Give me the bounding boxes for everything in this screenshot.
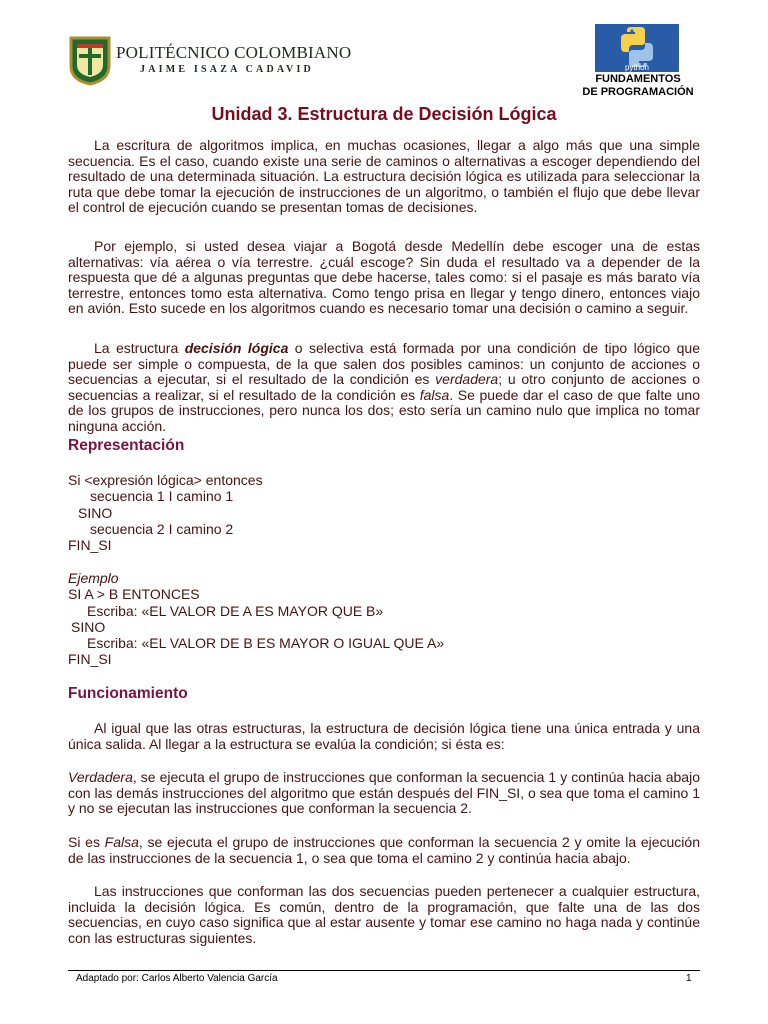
code-line: secuencia 1 I camino 1 xyxy=(90,488,234,505)
footer-author: Adaptado por: Carlos Alberto Valencia García xyxy=(76,973,278,984)
code-line: Escriba: «EL VALOR DE B ES MAYOR O IGUAL QUE A» xyxy=(87,635,445,652)
operation-paragraph-1: Al igual que las otras estructuras, la estructura de decisión lógica tiene una única entrada y una única salida. Al llegar a la estructura se evalúa la condición; si ésta es: xyxy=(68,720,700,752)
example-label: Ejemplo xyxy=(68,570,119,586)
intro-paragraph-1: La escritura de algoritmos implica, en muchas ocasiones, llegar a algo más que una simple secuencia. Es el caso, cuando existe una serie de caminos o alternativas a escoger dependiendo del resultado de una determinada situación. La estructura decisión lógica es utilizada para seleccionar la ruta que debe tomar la ejecución de instrucciones de un algoritmo, o también el flujo que debe llevar el control de ejecución cuando se presentan tomas de decisiones. xyxy=(68,137,700,215)
code-line: SINO xyxy=(71,618,106,635)
operation-paragraph-2 xyxy=(68,770,700,817)
p3-part-c: ; u otro conjunto de acciones o secuencias a realizar, si el resultado de la condición es xyxy=(68,371,701,403)
footer-divider xyxy=(68,970,700,971)
p3-part-b: o selectiva está formada por una condición de tipo lógico que puede ser simple o compuesta, de la que salen dos posibles caminos: un conjunto de acciones o secuencias a ejecutar, si el resultado de la condición es xyxy=(68,340,701,387)
institution-shield-icon xyxy=(69,36,111,86)
true-term: Verdadera xyxy=(68,769,133,785)
operation-paragraph-3 xyxy=(68,835,700,866)
representation-heading: Representación xyxy=(68,437,185,454)
p2-rest: , se ejecuta el grupo de instrucciones que conforman la secuencia 1 y continúa hacia abajo con las demás instrucciones del algoritmo que están después del FIN_SI, o sea que toma el camino 1 y no se ejecutan las instrucciones que conforman la secuencia 2. xyxy=(68,769,700,816)
institution-name: POLITÉCNICO COLOMBIANO xyxy=(116,43,352,62)
representation-block xyxy=(68,472,668,553)
code-line: FIN_SI xyxy=(68,651,112,668)
page-title: Unidad 3. Estructura de Decisión Lógica xyxy=(211,104,557,124)
p3-rest: , se ejecuta el grupo de instrucciones que conforman la secuencia 2 y omite la ejecución de las instrucciones de la secuencia 1, o sea que toma el camino 2 y continúa hacia abajo. xyxy=(68,834,700,866)
code-line: Escriba: «EL VALOR DE A ES MAYOR QUE B» xyxy=(87,602,384,619)
code-line: Si <expresión lógica> entonces xyxy=(68,472,263,488)
false-term: Falsa xyxy=(104,834,139,850)
course-name xyxy=(582,73,694,99)
decision-term: decisión lógica xyxy=(184,340,289,356)
true-term: verdadera xyxy=(435,371,499,387)
operation-heading: Funcionamiento xyxy=(68,685,188,702)
intro-paragraph-3 xyxy=(68,341,700,434)
python-logo-icon xyxy=(595,24,679,72)
course-line-2: DE PROGRAMACIÓN xyxy=(582,86,694,98)
p3-lead: Si es xyxy=(68,834,105,850)
operation-paragraph-4: Las instrucciones que conforman las dos secuencias pueden pertenecer a cualquier estructura, incluida la decisión lógica. Es común, dentro de la programación, que falte una de las dos secuencias, en cuyo caso significa que al estar ausente y tomar ese camino no haga nada y continúe con las estructuras siguientes. xyxy=(68,883,700,946)
example-block xyxy=(68,570,668,668)
code-line: SINO xyxy=(78,504,113,521)
institution-subtitle: JAIME ISAZA CADAVID xyxy=(140,64,314,75)
code-line: secuencia 2 I camino 2 xyxy=(90,520,234,537)
python-logo-text: python xyxy=(624,63,650,72)
page-header xyxy=(0,0,768,105)
code-line: SI A > B ENTONCES xyxy=(68,586,200,603)
p3-part-d: . Se puede dar el caso de que falte uno de los grupos de instrucciones, pero nunca los dos; esto sería un camino nulo que implica no tomar ninguna acción. xyxy=(68,386,701,434)
p3-part-a: La estructura xyxy=(94,340,185,356)
course-line-1: FUNDAMENTOS xyxy=(595,73,681,85)
code-line: FIN_SI xyxy=(68,537,112,554)
false-term: falsa xyxy=(419,386,450,403)
footer-page-number: 1 xyxy=(686,973,692,984)
intro-paragraph-2: Por ejemplo, si usted desea viajar a Bogotá desde Medellín debe escoger una de estas alternativas: vía aérea o vía terrestre. ¿cuál escoge? Sin duda el resultado va a depender de la respuesta que dé a algunas preguntas que debe hacerse, tales como: si el pasaje es más barato vía terrestre, entonces tomo esta alternativa. Como tengo prisa en llegar y tengo dinero, entonces viajo en avión. Esto sucede en los algoritmos cuando es necesario tomar una decisión o camino a seguir. xyxy=(68,238,700,316)
